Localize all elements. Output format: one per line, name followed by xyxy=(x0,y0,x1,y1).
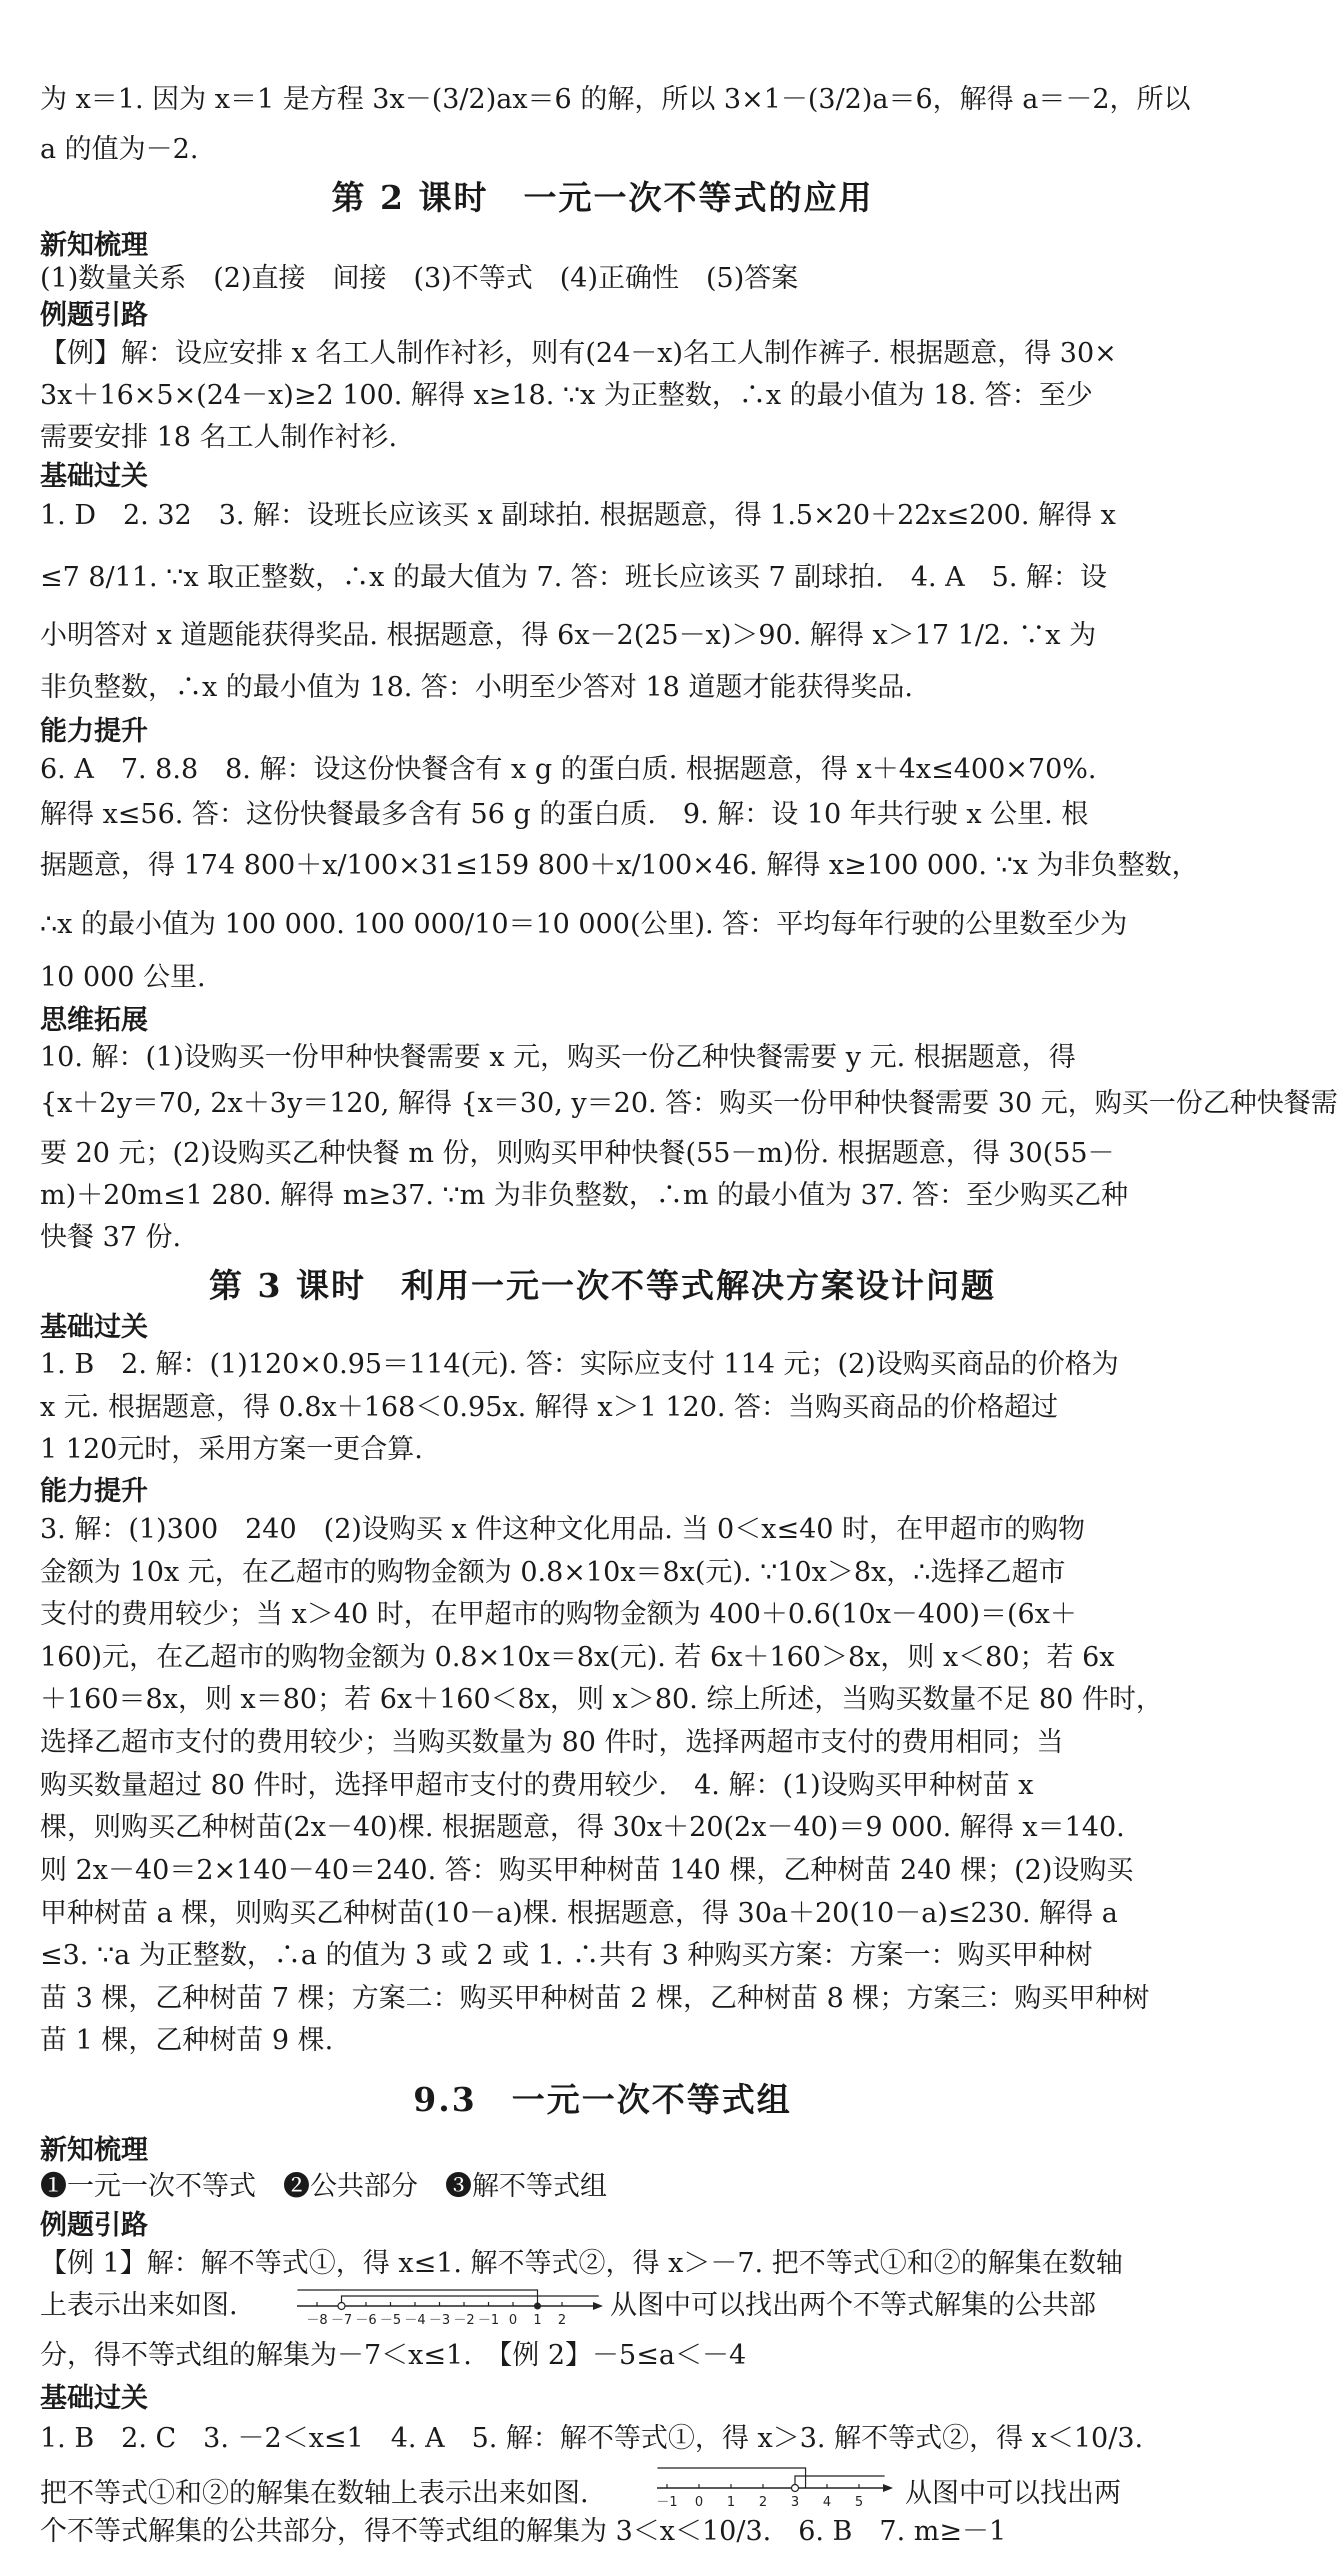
text-line: 1. B 2. C 3. －2＜x≤1 4. A 5. 解：解不等式①，得 x＞3. 解不等式②，得 x＜10/3. xyxy=(40,2423,1144,2454)
axis-arrow xyxy=(593,2302,603,2310)
section-heading: 9.3 一元一次不等式组 xyxy=(413,2080,792,2119)
number-line-figure-1 xyxy=(295,2282,605,2334)
section-label: 新知梳理 xyxy=(40,2135,148,2166)
text-line: 【例】解：设应安排 x 名工人制作衬衫，则有(24－x)名工人制作裤子. 根据题意，得 30× xyxy=(40,338,1117,369)
text-line: 1. D 2. 32 3. 解：设班长应该买 x 副球拍. 根据题意，得 1.5×20＋22x≤200. 解得 x xyxy=(40,500,1116,531)
text-line: 【例 1】解：解不等式①，得 x≤1. 解不等式②，得 x＞－7. 把不等式①和②的解集在数轴 xyxy=(40,2248,1123,2279)
text-line: 需要安排 18 名工人制作衬衫. xyxy=(40,422,398,453)
section-label: 例题引路 xyxy=(40,2210,148,2241)
text-line: a 的值为－2. xyxy=(40,134,199,165)
tick-label: 3 xyxy=(790,2495,800,2510)
tick-label: 5 xyxy=(854,2495,864,2510)
text-line: 棵，则购买乙种树苗(2x－40)棵. 根据题意，得 30x＋20(2x－40)＝9 000. 解得 x＝140. xyxy=(40,1812,1125,1843)
text-line: ＋160＝8x，则 x＝80；若 6x＋160＜8x，则 x＞80. 综上所述，当购买数量不足 80 件时， xyxy=(40,1684,1163,1715)
open-point xyxy=(792,2485,799,2492)
text-line: (1)数量关系 (2)直接 间接 (3)不等式 (4)正确性 (5)答案 xyxy=(40,263,799,294)
text-line: 分，得不等式组的解集为－7＜x≤1. 【例 2】－5≤a＜－4 xyxy=(40,2340,747,2371)
text-line: ❶一元一次不等式 ❷公共部分 ❸解不等式组 xyxy=(40,2171,607,2202)
text-line: 支付的费用较少；当 x＞40 时，在甲超市的购物金额为 400＋0.6(10x－400)＝(6x＋ xyxy=(40,1599,1077,1630)
section-label: 新知梳理 xyxy=(40,230,148,261)
text-line: 上表示出来如图. xyxy=(40,2290,238,2321)
section-label: 思维拓展 xyxy=(40,1005,148,1036)
tick-label: －4 xyxy=(404,2313,426,2328)
tick-label: 4 xyxy=(822,2495,832,2510)
text-line: 160)元，在乙超市的购物金额为 0.8×10x＝8x(元). 若 6x＋160＞8x，则 x＜80；若 6x xyxy=(40,1642,1115,1673)
text-line: 为 x＝1. 因为 x＝1 是方程 3x－(3/2)ax＝6 的解，所以 3×1－(3/2)a＝6，解得 a＝－2，所以 xyxy=(40,84,1191,115)
section-label: 基础过关 xyxy=(40,2383,148,2414)
text-line: 1. B 2. 解：(1)120×0.95＝114(元). 答：实际应支付 114 元；(2)设购买商品的价格为 xyxy=(40,1349,1119,1380)
tick-label: 2 xyxy=(557,2313,567,2328)
text-line: 10 000 公里. xyxy=(40,962,206,993)
tick-label: －6 xyxy=(355,2313,377,2328)
tick-label: －2 xyxy=(453,2313,475,2328)
tick-label: 1 xyxy=(726,2495,736,2510)
text-line: 要 20 元；(2)设购买乙种快餐 m 份，则购买甲种快餐(55－m)份. 根据题意，得 30(55－ xyxy=(40,1138,1115,1169)
text-line: 个不等式解集的公共部分，得不等式组的解集为 3＜x＜10/3. 6. B 7. m≥－1 xyxy=(40,2516,1007,2547)
number-line-figure-2 xyxy=(655,2460,895,2516)
section-label: 能力提升 xyxy=(40,716,148,747)
tick-label: 2 xyxy=(758,2495,768,2510)
axis-arrow xyxy=(883,2484,893,2492)
tick-label: 0 xyxy=(508,2313,518,2328)
text-line: 小明答对 x 道题能获得奖品. 根据题意，得 6x－2(25－x)＞90. 解得 x＞17 1/2. ∵x 为 xyxy=(40,620,1097,651)
text-line: 把不等式①和②的解集在数轴上表示出来如图. xyxy=(40,2478,589,2509)
text-line: ≤3. ∵a 为正整数，∴a 的值为 3 或 2 或 1. ∴共有 3 种购买方案：方案一：购买甲种树 xyxy=(40,1940,1093,1971)
text-line: ≤7 8/11. ∵x 取正整数，∴x 的最大值为 7. 答：班长应该买 7 副球拍. 4. A 5. 解：设 xyxy=(40,562,1108,593)
tick-label: 1 xyxy=(533,2313,542,2328)
text-line: 则 2x－40＝2×140－40＝240. 答：购买甲种树苗 140 棵，乙种树苗 240 棵；(2)设购买 xyxy=(40,1855,1134,1886)
text-line: 苗 1 棵，乙种树苗 9 棵. xyxy=(40,2025,334,2056)
tick-label: －5 xyxy=(379,2313,402,2328)
text-line: 3x＋16×5×(24－x)≥2 100. 解得 x≥18. ∵x 为正整数，∴x 的最小值为 18. 答：至少 xyxy=(40,380,1093,411)
section-label: 能力提升 xyxy=(40,1476,148,1507)
section-label: 基础过关 xyxy=(40,1312,148,1343)
text-line: 从图中可以找出两 xyxy=(905,2478,1121,2509)
text-line: 解得 x≤56. 答：这份快餐最多含有 56 g 的蛋白质. 9. 解：设 10 年共行驶 x 公里. 根 xyxy=(40,799,1089,830)
text-line: 10. 解：(1)设购买一份甲种快餐需要 x 元，购买一份乙种快餐需要 y 元. 根据题意，得 xyxy=(40,1042,1076,1073)
text-line: 金额为 10x 元，在乙超市的购物金额为 0.8×10x＝8x(元). ∵10x＞8x，∴选择乙超市 xyxy=(40,1557,1066,1588)
closed-point xyxy=(534,2303,541,2310)
text-line: 从图中可以找出两个不等式解集的公共部 xyxy=(610,2290,1096,2321)
text-line: 非负整数，∴x 的最小值为 18. 答：小明至少答对 18 道题才能获得奖品. xyxy=(40,672,914,703)
text-line: 苗 3 棵，乙种树苗 7 棵；方案二：购买甲种树苗 2 棵，乙种树苗 8 棵；方案三：购买甲种树 xyxy=(40,1983,1150,2014)
lesson-heading: 第 3 课时 利用一元一次不等式解决方案设计问题 xyxy=(209,1266,996,1305)
text-line: 快餐 37 份. xyxy=(40,1222,182,1253)
text-line: 选择乙超市支付的费用较少；当购买数量为 80 件时，选择两超市支付的费用相同；当 xyxy=(40,1727,1064,1758)
text-line: 甲种树苗 a 棵，则购买乙种树苗(10－a)棵. 根据题意，得 30a＋20(10－a)≤230. 解得 a xyxy=(40,1898,1118,1929)
tick-label: －3 xyxy=(428,2313,451,2328)
text-line: 1 120元时，采用方案一更合算. xyxy=(40,1434,423,1465)
text-line: 6. A 7. 8.8 8. 解：设这份快餐含有 x g 的蛋白质. 根据题意，得 x＋4x≤400×70%. xyxy=(40,754,1097,785)
text-line: {x＋2y＝70, 2x＋3y＝120, 解得 {x＝30, y＝20. 答：购买一份甲种快餐需要 30 元，购买一份乙种快餐需 xyxy=(40,1088,1338,1119)
lesson-heading: 第 2 课时 一元一次不等式的应用 xyxy=(331,178,874,217)
tick-label: －7 xyxy=(330,2313,353,2328)
tick-label: －1 xyxy=(656,2495,678,2510)
tick-label: 0 xyxy=(694,2495,704,2510)
tick-label: －8 xyxy=(306,2313,328,2328)
text-line: 购买数量超过 80 件时，选择甲超市支付的费用较少. 4. 解：(1)设购买甲种树苗 x xyxy=(40,1770,1034,1801)
text-line: ∴x 的最小值为 100 000. 100 000/10＝10 000(公里). 答：平均每年行驶的公里数至少为 xyxy=(40,909,1128,940)
open-point xyxy=(338,2303,345,2310)
section-label: 基础过关 xyxy=(40,461,148,492)
tick-label: －1 xyxy=(477,2313,500,2328)
text-line: 据题意，得 174 800＋x/100×31≤159 800＋x/100×46. 解得 x≥100 000. ∵x 为非负整数， xyxy=(40,850,1199,881)
section-label: 例题引路 xyxy=(40,300,148,331)
text-line: m)＋20m≤1 280. 解得 m≥37. ∵m 为非负整数，∴m 的最小值为 37. 答：至少购买乙种 xyxy=(40,1180,1129,1211)
solution-ray xyxy=(342,2296,599,2306)
solution-ray xyxy=(795,2476,885,2488)
text-line: x 元. 根据题意，得 0.8x＋168＜0.95x. 解得 x＞1 120. 答：当购买商品的价格超过 xyxy=(40,1392,1059,1423)
text-line: 3. 解：(1)300 240 (2)设购买 x 件这种文化用品. 当 0＜x≤40 时，在甲超市的购物 xyxy=(40,1514,1086,1545)
solution-ray xyxy=(297,2290,537,2306)
